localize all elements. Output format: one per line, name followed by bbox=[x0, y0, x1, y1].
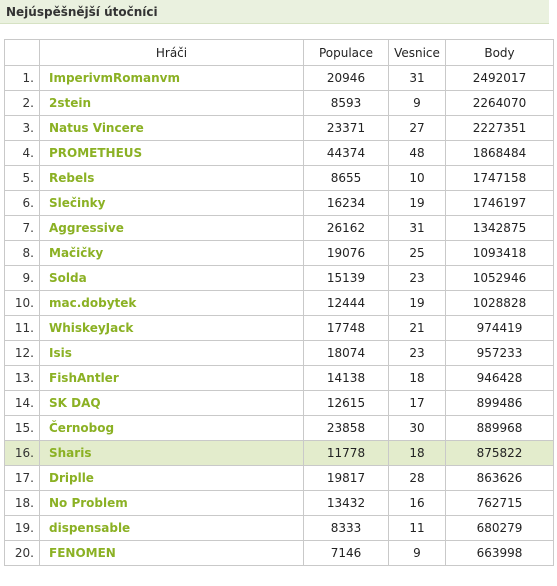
player-link[interactable]: ImperivmRomanvm bbox=[49, 71, 181, 85]
rank-cell: 20. bbox=[5, 541, 40, 566]
villages-cell: 10 bbox=[389, 166, 446, 191]
rank-cell: 13. bbox=[5, 366, 40, 391]
player-cell bbox=[40, 191, 304, 216]
population-cell: 7146 bbox=[304, 541, 389, 566]
table-row bbox=[5, 391, 554, 416]
player-cell bbox=[40, 391, 304, 416]
player-cell bbox=[40, 216, 304, 241]
player-cell bbox=[40, 366, 304, 391]
points-cell: 2227351 bbox=[446, 116, 554, 141]
player-link[interactable]: mac.dobytek bbox=[49, 296, 137, 310]
table-row bbox=[5, 416, 554, 441]
player-link[interactable]: Mačičky bbox=[49, 246, 104, 260]
points-cell: 2492017 bbox=[446, 66, 554, 91]
villages-cell: 30 bbox=[389, 416, 446, 441]
table-row bbox=[5, 241, 554, 266]
points-cell: 957233 bbox=[446, 341, 554, 366]
player-cell bbox=[40, 516, 304, 541]
population-cell: 26162 bbox=[304, 216, 389, 241]
player-link[interactable]: PROMETHEUS bbox=[49, 146, 143, 160]
table-row bbox=[5, 516, 554, 541]
rank-cell: 5. bbox=[5, 166, 40, 191]
points-cell: 863626 bbox=[446, 466, 554, 491]
player-link[interactable]: Černobog bbox=[49, 421, 115, 435]
column-header-rank bbox=[5, 40, 40, 66]
player-link[interactable]: FENOMEN bbox=[49, 546, 116, 560]
villages-cell: 23 bbox=[389, 266, 446, 291]
player-cell bbox=[40, 316, 304, 341]
points-cell: 663998 bbox=[446, 541, 554, 566]
player-link[interactable]: Aggressive bbox=[49, 221, 124, 235]
ranking-table bbox=[4, 39, 554, 566]
table-header-row bbox=[5, 40, 554, 66]
table-row bbox=[5, 166, 554, 191]
player-link[interactable]: dispensable bbox=[49, 521, 131, 535]
column-header-players: Hráči bbox=[40, 40, 304, 66]
player-cell bbox=[40, 166, 304, 191]
population-cell: 16234 bbox=[304, 191, 389, 216]
villages-cell: 17 bbox=[389, 391, 446, 416]
points-cell: 974419 bbox=[446, 316, 554, 341]
population-cell: 15139 bbox=[304, 266, 389, 291]
player-cell bbox=[40, 541, 304, 566]
villages-cell: 11 bbox=[389, 516, 446, 541]
points-cell: 889968 bbox=[446, 416, 554, 441]
player-cell bbox=[40, 241, 304, 266]
population-cell: 44374 bbox=[304, 141, 389, 166]
player-link[interactable]: SK DAQ bbox=[49, 396, 101, 410]
table-row bbox=[5, 266, 554, 291]
table-row bbox=[5, 466, 554, 491]
population-cell: 13432 bbox=[304, 491, 389, 516]
player-cell bbox=[40, 66, 304, 91]
villages-cell: 18 bbox=[389, 441, 446, 466]
population-cell: 18074 bbox=[304, 341, 389, 366]
table-row bbox=[5, 291, 554, 316]
player-link[interactable]: Natus Vincere bbox=[49, 121, 144, 135]
player-link[interactable]: Rebels bbox=[49, 171, 95, 185]
population-cell: 14138 bbox=[304, 366, 389, 391]
population-cell: 12444 bbox=[304, 291, 389, 316]
column-header-population: Populace bbox=[304, 40, 389, 66]
population-cell: 11778 bbox=[304, 441, 389, 466]
rank-cell: 6. bbox=[5, 191, 40, 216]
rank-cell: 4. bbox=[5, 141, 40, 166]
rank-cell: 3. bbox=[5, 116, 40, 141]
villages-cell: 19 bbox=[389, 291, 446, 316]
points-cell: 680279 bbox=[446, 516, 554, 541]
villages-cell: 31 bbox=[389, 66, 446, 91]
villages-cell: 25 bbox=[389, 241, 446, 266]
population-cell: 8655 bbox=[304, 166, 389, 191]
villages-cell: 9 bbox=[389, 91, 446, 116]
table-row bbox=[5, 191, 554, 216]
player-cell bbox=[40, 291, 304, 316]
points-cell: 1746197 bbox=[446, 191, 554, 216]
villages-cell: 19 bbox=[389, 191, 446, 216]
rank-cell: 12. bbox=[5, 341, 40, 366]
points-cell: 875822 bbox=[446, 441, 554, 466]
column-header-points: Body bbox=[446, 40, 554, 66]
player-link[interactable]: 2stein bbox=[49, 96, 92, 110]
population-cell: 23858 bbox=[304, 416, 389, 441]
population-cell: 19076 bbox=[304, 241, 389, 266]
rank-cell: 10. bbox=[5, 291, 40, 316]
table-row bbox=[5, 91, 554, 116]
population-cell: 12615 bbox=[304, 391, 389, 416]
rank-cell: 2. bbox=[5, 91, 40, 116]
player-link[interactable]: Solda bbox=[49, 271, 87, 285]
player-link[interactable]: Isis bbox=[49, 346, 72, 360]
player-link[interactable]: WhiskeyJack bbox=[49, 321, 134, 335]
table-row bbox=[5, 141, 554, 166]
player-link[interactable]: Sharis bbox=[49, 446, 92, 460]
population-cell: 17748 bbox=[304, 316, 389, 341]
villages-cell: 27 bbox=[389, 116, 446, 141]
villages-cell: 48 bbox=[389, 141, 446, 166]
points-cell: 1747158 bbox=[446, 166, 554, 191]
rank-cell: 11. bbox=[5, 316, 40, 341]
player-link[interactable]: Slečinky bbox=[49, 196, 106, 210]
player-cell bbox=[40, 91, 304, 116]
population-cell: 23371 bbox=[304, 116, 389, 141]
player-link[interactable]: FishAntler bbox=[49, 371, 119, 385]
points-cell: 946428 bbox=[446, 366, 554, 391]
table-row bbox=[5, 541, 554, 566]
villages-cell: 16 bbox=[389, 491, 446, 516]
player-cell bbox=[40, 466, 304, 491]
rank-cell: 7. bbox=[5, 216, 40, 241]
population-cell: 8333 bbox=[304, 516, 389, 541]
player-cell bbox=[40, 341, 304, 366]
points-cell: 1028828 bbox=[446, 291, 554, 316]
points-cell: 1868484 bbox=[446, 141, 554, 166]
rank-cell: 19. bbox=[5, 516, 40, 541]
villages-cell: 28 bbox=[389, 466, 446, 491]
villages-cell: 31 bbox=[389, 216, 446, 241]
player-link[interactable]: No Problem bbox=[49, 496, 128, 510]
rank-cell: 15. bbox=[5, 416, 40, 441]
rank-cell: 18. bbox=[5, 491, 40, 516]
villages-cell: 23 bbox=[389, 341, 446, 366]
player-cell bbox=[40, 491, 304, 516]
player-cell bbox=[40, 266, 304, 291]
points-cell: 1093418 bbox=[446, 241, 554, 266]
rank-cell: 8. bbox=[5, 241, 40, 266]
population-cell: 8593 bbox=[304, 91, 389, 116]
points-cell: 762715 bbox=[446, 491, 554, 516]
player-cell bbox=[40, 416, 304, 441]
villages-cell: 21 bbox=[389, 316, 446, 341]
rank-cell: 1. bbox=[5, 66, 40, 91]
table-row bbox=[5, 366, 554, 391]
page-title: Nejúspěšnější útočníci bbox=[0, 0, 549, 24]
player-cell bbox=[40, 141, 304, 166]
rank-cell: 17. bbox=[5, 466, 40, 491]
column-header-villages: Vesnice bbox=[389, 40, 446, 66]
table-row bbox=[5, 441, 554, 466]
population-cell: 19817 bbox=[304, 466, 389, 491]
rank-cell: 9. bbox=[5, 266, 40, 291]
table-row bbox=[5, 491, 554, 516]
population-cell: 20946 bbox=[304, 66, 389, 91]
table-row bbox=[5, 66, 554, 91]
villages-cell: 18 bbox=[389, 366, 446, 391]
rank-cell: 14. bbox=[5, 391, 40, 416]
ranking-table-body bbox=[5, 66, 554, 566]
table-row bbox=[5, 116, 554, 141]
points-cell: 1342875 bbox=[446, 216, 554, 241]
table-row bbox=[5, 316, 554, 341]
player-link[interactable]: Driplle bbox=[49, 471, 94, 485]
villages-cell: 9 bbox=[389, 541, 446, 566]
points-cell: 899486 bbox=[446, 391, 554, 416]
points-cell: 2264070 bbox=[446, 91, 554, 116]
points-cell: 1052946 bbox=[446, 266, 554, 291]
player-cell bbox=[40, 116, 304, 141]
player-cell bbox=[40, 441, 304, 466]
table-row bbox=[5, 216, 554, 241]
table-row bbox=[5, 341, 554, 366]
rank-cell: 16. bbox=[5, 441, 40, 466]
